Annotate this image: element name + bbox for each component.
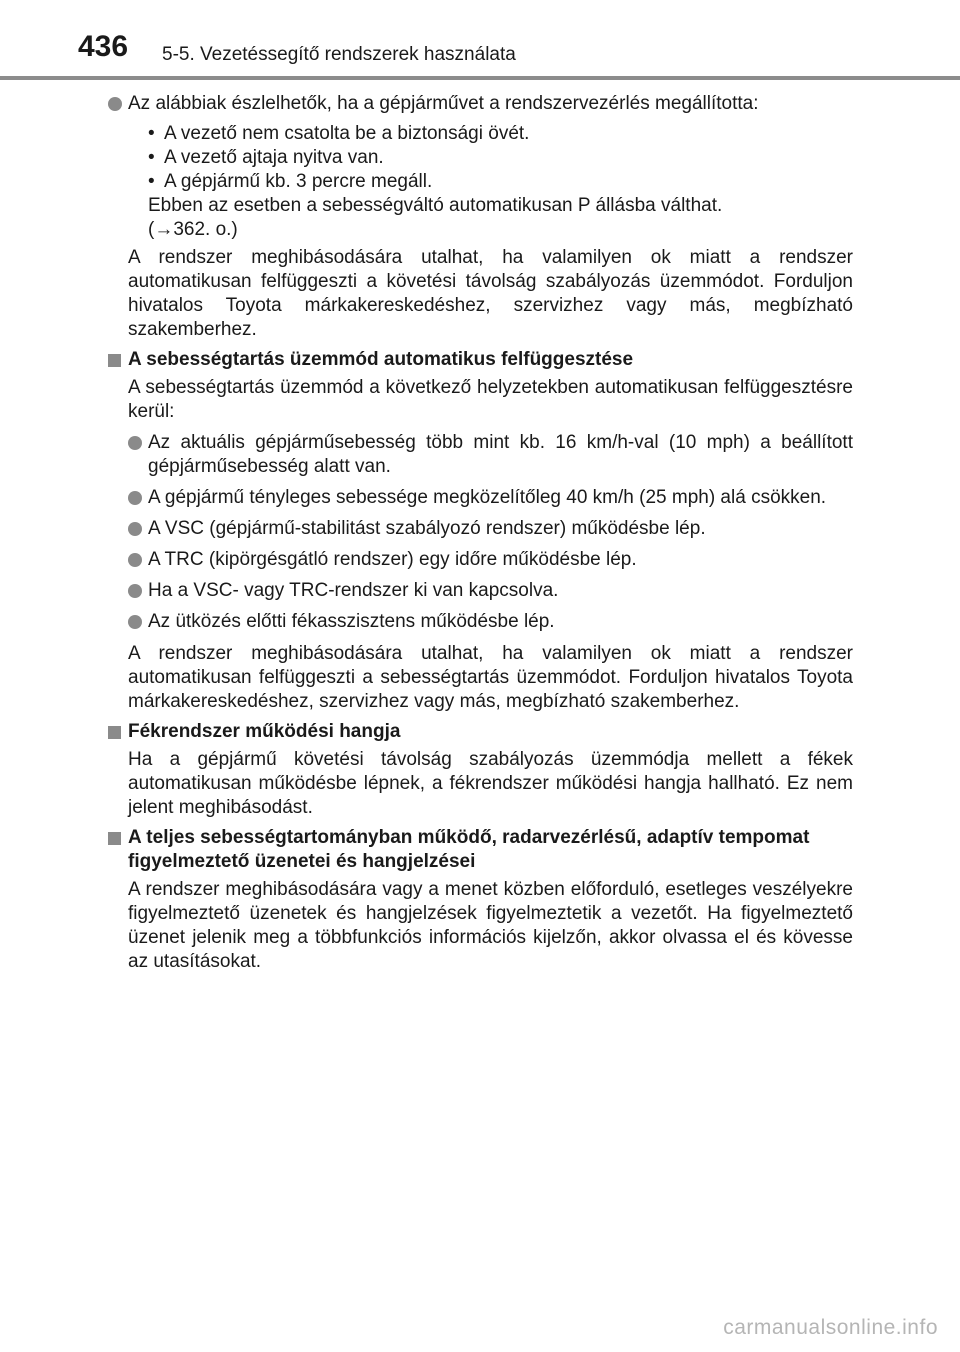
sub-note: Ebben az esetben a sebességváltó automatikusan P állásba válthat. [148,195,723,216]
bullet-text: Az ütközés előtti fékasszisztens működésbe lép. [148,611,555,632]
bullet-item [128,486,853,510]
section-body: Ha a gépjármű követési távolság szabályozás üzemmódja mellett a fékek automatikusan működésbe lépnek, a fékrendszer működési hangja hallható. Ez nem jelent meghibásodást. [128,749,853,818]
section-trail: A rendszer meghibásodására utalhat, ha valamilyen ok miatt a rendszer automatikusan felfüggeszti a sebességtartás üzemmódot. Forduljon hivatalos Toyota márkakereskedéshez, szervizhez vagy más, megbízható szakemberhez. [128,643,853,712]
section-heading [108,720,853,744]
small-bullet-icon: • [148,123,155,144]
circle-bullet-icon [108,97,122,111]
chapter-title: 5-5. Vezetéssegítő rendszerek használata [162,44,516,65]
bullet-text: A gépjármű tényleges sebessége megközelítőleg 40 km/h (25 mph) alá csökken. [148,487,827,508]
sub-item-text: A vezető ajtaja nyitva van. [164,147,384,168]
circle-bullet-icon [128,491,142,505]
circle-bullet-icon [128,522,142,536]
section-title: Fékrendszer működési hangja [128,721,401,742]
bullet-item [128,610,853,634]
page-header [0,0,960,80]
bullet-text: Az alábbiak észlelhetők, ha a gépjárművet a rendszervezérlés megállította: [128,93,759,114]
section-body [108,376,853,714]
circle-bullet-icon [128,436,142,450]
square-bullet-icon [108,726,121,739]
sub-list [108,122,853,242]
section-title: A sebességtartás üzemmód automatikus felfüggesztése [128,349,634,370]
bullet-item [128,579,853,603]
bullet-item [128,517,853,541]
page-content [108,92,853,974]
section-title: A teljes sebességtartományban működő, radarvezérlésű, adaptív tempomat figyelmeztető üzenetei és hangjelzései [128,827,810,872]
circle-bullet-icon [128,584,142,598]
sub-item-text: A vezető nem csatolta be a biztonsági övét. [164,123,530,144]
sub-list-item [148,170,853,194]
small-bullet-icon: • [148,147,155,168]
sub-list-item [148,122,853,146]
bullet-text: A TRC (kipörgésgátló rendszer) egy időre működésbe lép. [148,549,637,570]
bullet-item [108,92,853,116]
section-lead: A sebességtartás üzemmód a következő helyzetekben automatikusan felfüggesztésre kerül: [128,377,853,422]
watermark: carmanualsonline.info [723,1316,938,1339]
square-bullet-icon [108,832,121,845]
sub-item-text: A gépjármű kb. 3 percre megáll. [164,171,433,192]
circle-bullet-icon [128,615,142,629]
square-bullet-icon [108,354,121,367]
small-bullet-icon: • [148,171,155,192]
section-heading [108,348,853,372]
circle-bullet-icon [128,553,142,567]
section-heading [108,826,853,874]
bullet-text: Az aktuális gépjárműsebesség több mint kb. 16 km/h-val (10 mph) a beállított gépjárműsebesség alatt van. [148,432,853,477]
page-reference[interactable]: (→362. o.) [148,219,238,240]
intro-paragraph: A rendszer meghibásodására utalhat, ha valamilyen ok miatt a rendszer automatikusan felfüggeszti a követési távolság szabályozás üzemmódot. Forduljon hivatalos Toyota márkakereskedéshez, szervizhez vagy más, megbízható szakemberhez. [128,247,853,340]
bullet-item [128,548,853,572]
bullet-item [128,431,853,479]
sub-list-item [148,146,853,170]
page-number: 436 [78,30,129,63]
bullet-text: Ha a VSC- vagy TRC-rendszer ki van kapcsolva. [148,580,559,601]
bullet-text: A VSC (gépjármű-stabilitást szabályozó rendszer) működésbe lép. [148,518,706,539]
section-body: A rendszer meghibásodására vagy a menet közben előforduló, esetleges veszélyekre figyelmeztető üzenetek és hangjelzések figyelmeztetik a vezetőt. Ha figyelmeztető üzenet jelenik meg a többfunkciós információs kijelzőn, akkor olvassa el és kövesse az utasításokat. [128,879,853,972]
header-rule [0,76,960,80]
